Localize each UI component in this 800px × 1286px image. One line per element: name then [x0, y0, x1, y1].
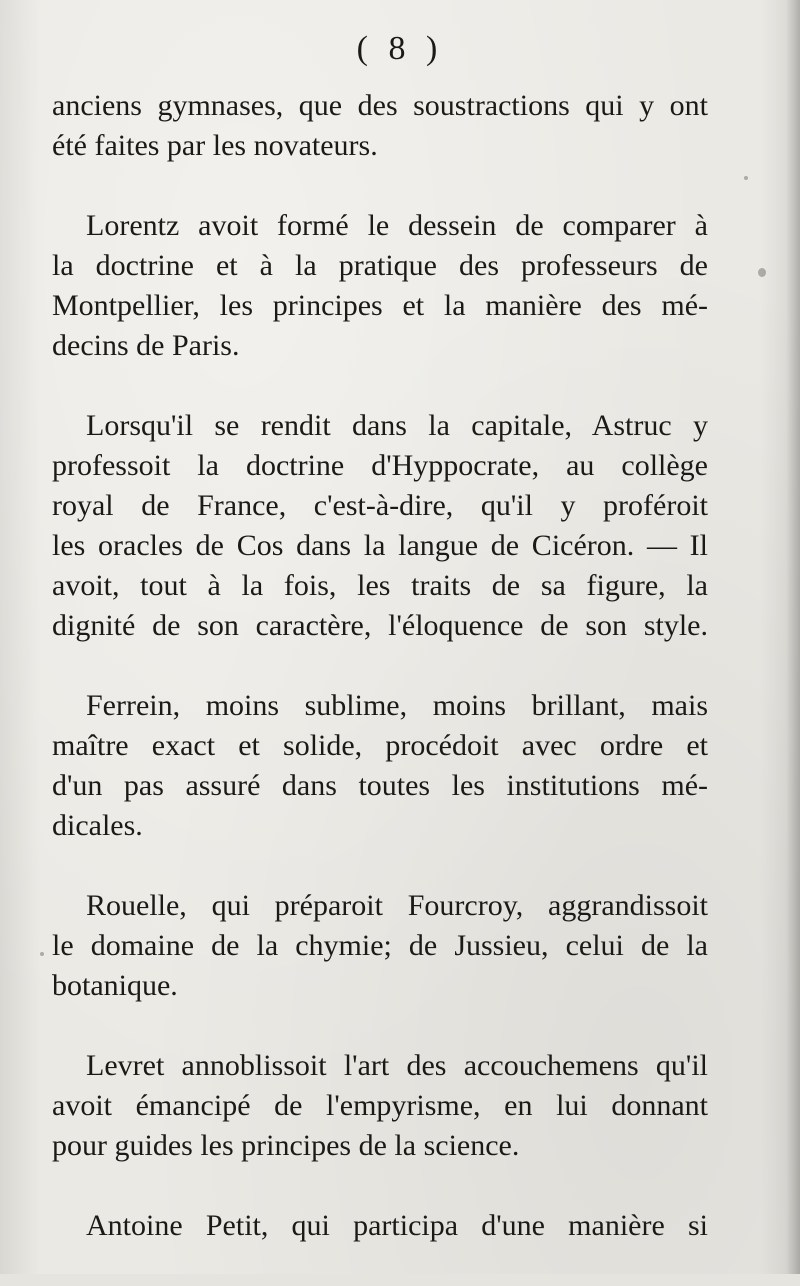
text-line: dignité de son caractère, l'éloquence de son style. [52, 609, 708, 642]
text-line: professoit la doctrine d'Hyppocrate, au collège [52, 449, 708, 482]
text-line: Lorentz avoit formé le dessein de comparer à [86, 209, 708, 242]
ink-spot [758, 268, 766, 277]
text-line: decins de Paris. [52, 329, 240, 362]
paragraph-1 [52, 86, 708, 166]
paragraph-2 [52, 206, 708, 366]
text-line: le domaine de la chymie; de Jussieu, celui de la [52, 929, 708, 962]
text-line: Rouelle, qui préparoit Fourcroy, aggrandissoit [86, 889, 708, 922]
paragraph-4 [52, 686, 708, 846]
text-line: anciens gymnases, que des soustractions qui y ont [52, 89, 708, 122]
ink-spot [744, 176, 748, 180]
paragraph-7 [52, 1206, 708, 1246]
text-line: botanique. [52, 969, 178, 1002]
text-line: avoit, tout à la fois, les traits de sa figure, la [52, 569, 708, 602]
text-line: d'un pas assuré dans toutes les institutions mé- [52, 769, 708, 802]
text-line: Ferrein, moins sublime, moins brillant, mais [86, 689, 708, 722]
text-line: la doctrine et à la pratique des professeurs de [52, 249, 708, 282]
text-line: Levret annoblissoit l'art des accouchemens qu'il [86, 1049, 708, 1082]
body-text [52, 86, 708, 1286]
text-line: maître exact et solide, procédoit avec ordre et [52, 729, 708, 762]
text-line: Antoine Petit, qui participa d'une manière si [86, 1209, 708, 1242]
paragraph-5 [52, 886, 708, 1006]
text-line: dicales. [52, 809, 143, 842]
page-edge-shadow [786, 0, 800, 1274]
text-line: Lorsqu'il se rendit dans la capitale, Astruc y [86, 409, 708, 442]
text-line: royal de France, c'est-à-dire, qu'il y proféroit [52, 489, 708, 522]
ink-spot [40, 952, 44, 956]
text-line: pour guides les principes de la science. [52, 1129, 520, 1162]
paragraph-3 [52, 406, 708, 646]
page-number: ( 8 ) [356, 30, 444, 67]
text-line: les oracles de Cos dans la langue de Cicéron. — Il [52, 529, 708, 562]
text-line: été faites par les novateurs. [52, 129, 378, 162]
text-line: avoit émancipé de l'empyrisme, en lui donnant [52, 1089, 708, 1122]
text-line: Montpellier, les principes et la manière des mé- [52, 289, 708, 322]
paragraph-6 [52, 1046, 708, 1166]
